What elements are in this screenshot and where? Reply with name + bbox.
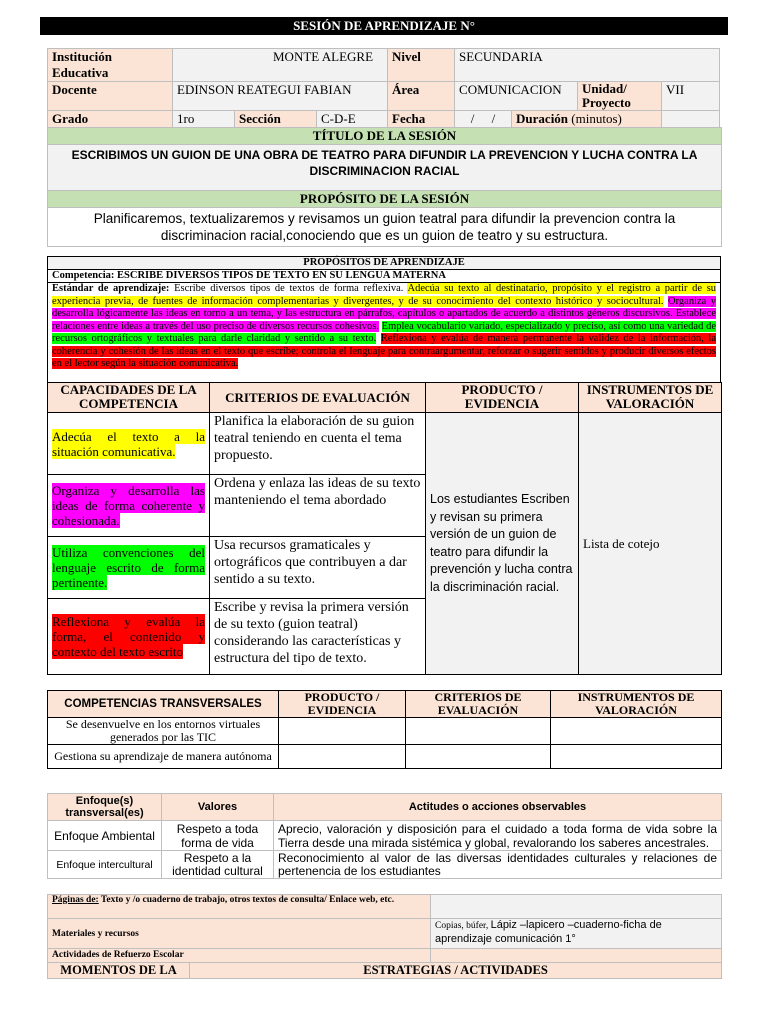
enfoque-cell: Enfoque Ambiental [48, 821, 162, 851]
enfoque-cell: Enfoque intercultural [48, 851, 162, 879]
capacidades-table [47, 382, 722, 675]
header-instrumentos: INSTRUMENTOS DE VALORACIÓN [551, 691, 722, 718]
paginas-value [431, 895, 722, 919]
header-instrumentos: INSTRUMENTOS DE VALORACIÓN [579, 383, 722, 413]
actitud-cell: Aprecio, valoración y disposición para el cuidado a toda forma de vida sobre la Tierra desde una mirada sistémica y global, revalorando los saberes ancestrales. [274, 821, 722, 851]
transversal-empty-cell [279, 718, 406, 745]
fecha-value: / / [455, 111, 512, 129]
instrumento-cell: Lista de cotejo [579, 413, 722, 675]
transversal-empty-cell [551, 718, 722, 745]
transversal-empty-cell [551, 745, 722, 769]
aprendizaje-header: PROPÓSITOS DE APRENDIZAJE [48, 257, 721, 270]
header-capacidades: CAPACIDADES DE LA COMPETENCIA [48, 383, 210, 413]
paginas-cell: Páginas de: Texto y /o cuaderno de trabajo, otros textos de consulta/ Enlace web, etc. [48, 895, 431, 919]
transversal-empty-cell [279, 745, 406, 769]
header-producto: PRODUCTO / EVIDENCIA [426, 383, 579, 413]
criterio-cell: Planifica la elaboración de su guion teatral teniendo en cuenta el tema propuesto. [210, 413, 426, 475]
capacidad-cell: Utiliza convenciones del lenguaje escrito de forma pertinente. [48, 537, 210, 599]
area-label: Área [388, 82, 455, 111]
institucion-value: MONTE ALEGRE [173, 49, 388, 82]
recursos-table [47, 894, 722, 979]
header-enfoques: Enfoque(s) transversal(es) [48, 794, 162, 821]
refuerzo-value [431, 949, 722, 963]
transversal-comp-cell: Se desenvuelve en los entornos virtuales generados por las TIC [48, 718, 279, 745]
titulo-proposito-table [47, 127, 722, 247]
seccion-label: Sección [235, 111, 317, 129]
transversal-comp-cell: Gestiona su aprendizaje de manera autónoma [48, 745, 279, 769]
docente-label: Docente [48, 82, 173, 111]
unidad-label: Unidad/ Proyecto [578, 82, 662, 111]
nivel-value: SECUNDARIA [455, 49, 720, 82]
unidad-value: VII [662, 82, 720, 111]
nivel-label: Nivel [388, 49, 455, 82]
duracion-value [662, 111, 720, 129]
materiales-label: Materiales y recursos [48, 919, 431, 949]
capacidad-cell: Organiza y desarrolla las ideas de forma coherente y cohesionada. [48, 475, 210, 537]
header-criterios: CRITERIOS DE EVALUACIÓN [406, 691, 551, 718]
titulo-header: TÍTULO DE LA SESIÓN [48, 128, 722, 145]
criterio-cell: Usa recursos gramaticales y ortográficos que contribuyen a dar sentido a su texto. [210, 537, 426, 599]
duracion-label: Duración (minutos) [512, 111, 662, 129]
session-title-bar: SESIÓN DE APRENDIZAJE N° [40, 17, 728, 35]
criterio-cell: Ordena y enlaza las ideas de su texto manteniendo el tema abordado [210, 475, 426, 537]
titulo-text: ESCRIBIMOS UN GUION DE UNA OBRA DE TEATRO PARA DIFUNDIR LA PREVENCION Y LUCHA CONTRA LA DISCRIMINACION RACIAL [48, 145, 722, 191]
header-comp-transversales: COMPETENCIAS TRANSVERSALES [48, 691, 279, 718]
info-table [47, 48, 720, 129]
estandar-row: Estándar de aprendizaje: Escribe diversos tipos de textos de forma reflexiva. Adecúa su texto al destinatario, propósito y el registro a partir de su experiencia previa, de fuentes de información complementarias y divergentes, y de su conocimiento del contexto histórico y sociocultural. Organiza y desarrolla lógicamente las ideas en torno a un tema, y las estructura en párrafos, capítulos o apartados de acuerdo a distintos géneros discursivos. Establece relaciones entre ideas a través del uso preciso de diversos recursos cohesivos. Emplea vocabulario variado, especializado y preciso, así como una variedad de recursos ortográficos y textuales para darle claridad y sentido a su texto. Reflexiona y evalúa de manera permanente la validez de la información, la coherencia y cohesión de las ideas en el texto que escribe; controla el lenguaje para contraargumentar, reforzar o sugerir sentidos y producir diversos efectos en el lector según la situación comunicativa. [48, 283, 721, 384]
proposito-header: PROPÓSITO DE LA SESIÓN [48, 191, 722, 208]
seccion-value: C-D-E [317, 111, 388, 129]
momentos-label: MOMENTOS DE LA [48, 963, 190, 979]
header-criterios: CRITERIOS DE EVALUACIÓN [210, 383, 426, 413]
valor-cell: Respeto a la identidad cultural [162, 851, 274, 879]
enfoques-table [47, 793, 722, 879]
capacidad-cell: Reflexiona y evalúa la forma, el contenido y contexto del texto escrito [48, 599, 210, 675]
proposito-text: Planificaremos, textualizaremos y revisamos un guion teatral para difundir la prevencion contra la discriminacion racial,conociendo que es un guion de teatro y su estructura. [48, 208, 722, 247]
estrategias-label: ESTRATEGIAS / ACTIVIDADES [190, 963, 722, 979]
fecha-label: Fecha [388, 111, 455, 129]
transversal-empty-cell [406, 745, 551, 769]
grado-value: 1ro [173, 111, 235, 129]
producto-cell: Los estudiantes Escriben y revisan su primera versión de un guion de teatro para difundir la prevención y lucha contra la discriminación racial. [426, 413, 579, 675]
header-valores: Valores [162, 794, 274, 821]
criterio-cell: Escribe y revisa la primera versión de su texto (guion teatral) considerando las características y estructura del tipo de texto. [210, 599, 426, 675]
materiales-value: Copias, búfer, Lápiz –lapicero –cuaderno-ficha de aprendizaje comunicación 1° [431, 919, 722, 949]
competencia-row: Competencia: ESCRIBE DIVERSOS TIPOS DE TEXTO EN SU LENGUA MATERNA [48, 270, 721, 283]
actitud-cell: Reconocimiento al valor de las diversas identidades culturales y relaciones de pertenencia de los estudiantes [274, 851, 722, 879]
capacidad-cell: Adecúa el texto a la situación comunicativa. [48, 413, 210, 475]
valor-cell: Respeto a toda forma de vida [162, 821, 274, 851]
header-actitudes: Actitudes o acciones observables [274, 794, 722, 821]
area-value: COMUNICACION [455, 82, 578, 111]
aprendizaje-table [47, 256, 721, 384]
institucion-label: Institución Educativa [48, 49, 173, 82]
grado-label: Grado [48, 111, 173, 129]
docente-value: EDINSON REATEGUI FABIAN [173, 82, 388, 111]
transversales-table [47, 690, 722, 769]
transversal-empty-cell [406, 718, 551, 745]
refuerzo-label: Actividades de Refuerzo Escolar [48, 949, 431, 963]
header-producto: PRODUCTO / EVIDENCIA [279, 691, 406, 718]
